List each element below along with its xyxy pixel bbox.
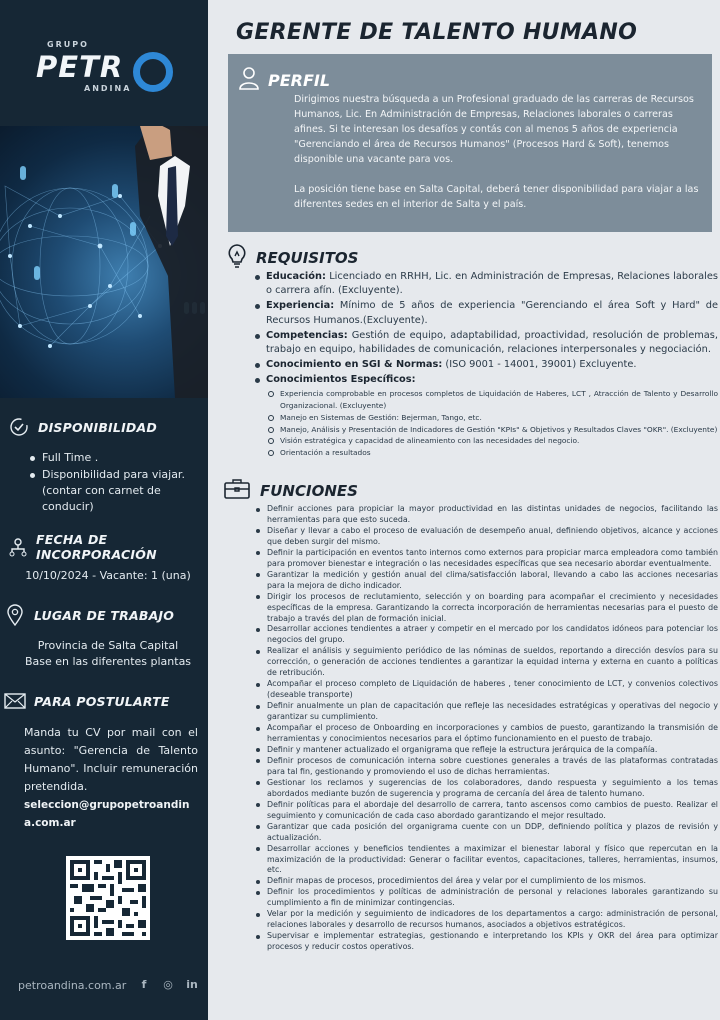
perfil-description xyxy=(294,92,699,227)
list-item: Dirigir los procesos de reclutamiento, selección y on boarding para acompañar el crecimiento y necesidades específicas de la empresa. Garantizando la correcta incorporación de herramientas necesarias para el puesto de trabajo a través del plan de formación inicial. xyxy=(254,592,718,625)
fecha-value: 10/10/2024 - Vacante: 1 (una) xyxy=(25,569,191,582)
funciones-list xyxy=(254,504,718,953)
perfil-title: PERFIL xyxy=(268,70,331,90)
list-item: Definir mapas de procesos, procedimientos del área y velar por el cumplimiento de los mismos. xyxy=(254,876,718,887)
funciones-title: FUNCIONES xyxy=(260,482,358,500)
list-item: Manejo, Análisis y Presentación de Indicadores de Gestión "KPIs" & Objetivos y Resultados Claves "OKR". (Excluyente) xyxy=(266,424,718,436)
list-item: Velar por la medición y seguimiento de indicadores de los departamentos a cargo: administración de personal, relaciones laborales y desarrollo de recursos humanos, asociados a objetivos estratégicos. xyxy=(254,909,718,931)
list-item xyxy=(252,373,718,459)
list-item: Gestionar los reclamos y sugerencias de los colaboradores, dando respuesta y seguimiento a los temas abordados mediante buzón de sugerencia y programa de cercanía del área de talento humano. xyxy=(254,778,718,800)
lugar-heading xyxy=(4,604,174,626)
list-item: Definir procesos de comunicación interna sobre cuestiones generales a través de las plataformas contratadas para tal fin, gestionando y promoviendo el uso de dichas herramientas. xyxy=(254,756,718,778)
fecha-title: FECHA DE INCORPORACIÓN xyxy=(36,532,157,562)
page-title: GERENTE DE TALENTO HUMANO xyxy=(236,20,638,45)
list-item: Definir acciones para propiciar la mayor productividad en las distintas unidades de negocios, facilitando las herramientas para que esto suceda. xyxy=(254,504,718,526)
list-item: Manejo en Sistemas de Gestión: Bejerman, Tango, etc. xyxy=(266,412,718,424)
sidebar xyxy=(0,0,208,1020)
req-text: Gestión de equipo, adaptabilidad, proactividad, resolución de problemas, trabajo en equipo, habilidades de comunicación, relaciones interpersonales y negociación. xyxy=(266,329,718,356)
lightbulb-icon xyxy=(226,243,248,273)
list-item: Definir y mantener actualizado el organigrama que refleje la estructura jerárquica de la compañía. xyxy=(254,745,718,756)
list-item xyxy=(252,358,718,372)
list-item: Disponibilidad para viajar. (contar con carnet de conducir) xyxy=(28,467,200,515)
list-item: Definir los procedimientos y políticas de administración de personal y relaciones laborales garantizando su cumplimiento a fin de minimizar contingencias. xyxy=(254,887,718,909)
req-text: Mínimo de 5 años de experiencia "Gerenciando el área Soft y Hard" de Recursos Humanos.(Excluyente). xyxy=(266,300,718,326)
lugar-line1: Provincia de Salta Capital xyxy=(37,639,179,652)
funciones-heading xyxy=(224,478,358,504)
requisitos-list xyxy=(252,270,718,460)
list-item: Desarrollar acciones y beneficios tendientes a maximizar el bienestar laboral y físico que repercutan en la maximización de la productividad: Generar o facilitar eventos, capacitaciones, talleres, herramientas, insumos, etc. xyxy=(254,844,718,877)
disponibilidad-list xyxy=(28,450,200,516)
list-item: Supervisar e implementar estrategias, gestionando e interpretando los KPIs y OKR del área para optimizar procesos y reducir costos operativos. xyxy=(254,931,718,953)
list-item: Garantizar la medición y gestión anual del clima/satisfacción laboral, llevando a cabo las acciones necesarias para la mejora de dicho indicador. xyxy=(254,570,718,592)
especificos-list xyxy=(266,388,718,459)
qr-code[interactable] xyxy=(66,856,150,940)
email-link[interactable]: seleccion@grupopetroandina.com.ar xyxy=(24,799,190,829)
postular-heading xyxy=(4,690,170,712)
facebook-icon[interactable]: f xyxy=(141,978,147,991)
req-label: Conocimiento en SGI & Normas: xyxy=(266,358,443,370)
list-item: Definir políticas para el abordaje del desarrollo de carrera, tanto ascensos como cambios de puesto. Realizar el seguimiento y comunicación de cada caso abordado garantizando el mejor resultado. xyxy=(254,800,718,822)
perfil-paragraph-2: La posición tiene base en Salta Capital, deberá tener disponibilidad para viajar a las diferentes sedes en el interior de Salta y el país. xyxy=(294,184,699,210)
list-item: Visión estratégica y capacidad de alineamiento con las necesidades del negocio. xyxy=(266,435,718,447)
disponibilidad-heading xyxy=(8,416,157,438)
fecha-heading xyxy=(8,532,208,562)
req-label: Conocimientos Específicos: xyxy=(266,373,416,385)
list-item xyxy=(252,299,718,328)
map-pin-icon xyxy=(4,604,26,626)
linkedin-icon[interactable]: in xyxy=(186,978,198,991)
req-label: Competencias: xyxy=(266,329,348,341)
req-text: (ISO 9001 - 14001, 39001) Excluyente. xyxy=(442,358,637,370)
list-item: Acompañar el proceso completo de Liquidación de haberes , tener conocimiento de LCT, y convenios colectivos (deseable transporte) xyxy=(254,679,718,701)
lugar-title: LUGAR DE TRABAJO xyxy=(34,607,175,623)
req-text: Licenciado en RRHH, Lic. en Administración de Empresas, Relaciones laborales o carrera afín. (Excluyente). xyxy=(266,271,718,297)
instagram-icon[interactable]: ◎ xyxy=(163,978,173,991)
businessman-network-image xyxy=(0,126,208,398)
clock-check-icon xyxy=(8,416,30,438)
logo-grupo-text: GRUPO xyxy=(47,40,89,49)
req-label: Experiencia: xyxy=(266,300,335,312)
perfil-paragraph-1: Dirigimos nuestra búsqueda a un Profesional graduado de las carreras de Recursos Humanos, Lic. En Administración de Empresas, Relaciones laborales o carreras afines. Si te interesan los desafíos y contás con al menos 5 años de experiencia "Gerenciando el área de Recursos Humanos" (Procesos Hard & Soft), tenemos disponible una vacante para vos. xyxy=(294,94,694,165)
req-label: Educación: xyxy=(266,271,326,282)
list-item: Desarrollar acciones tendientes a atraer y competir en el mercado por los candidatos idóneos para potenciar los negocios del grupo. xyxy=(254,624,718,646)
list-item: Realizar el análisis y seguimiento periódico de las nóminas de sueldos, reportando a dirección desvíos para su corrección, o generación de acciones tendientes a garantizar la equidad interna y externa en cuanto a políticas de retribución. xyxy=(254,646,718,679)
petro-andina-logo xyxy=(30,36,190,106)
list-item: Experiencia comprobable en procesos completos de Liquidación de Haberes, LCT , Atracción de Talento y Desarrollo Organizacional. (Excluyente) xyxy=(266,388,718,412)
requisitos-title: REQUISITOS xyxy=(256,249,359,267)
user-icon xyxy=(238,66,260,94)
list-item: Diseñar y llevar a cabo el proceso de evaluación de desempeño anual, definiendo objetivos, alcance y acciones que deben surgir del mismo. xyxy=(254,526,718,548)
requisitos-heading xyxy=(226,243,358,273)
list-item: Orientación a resultados xyxy=(266,447,718,459)
briefcase-icon xyxy=(224,478,250,504)
list-item xyxy=(252,270,718,299)
mail-icon xyxy=(4,690,26,712)
list-item xyxy=(252,329,718,358)
logo-petro-text: PETR xyxy=(36,50,124,84)
list-item: Definir la participación en eventos tanto internos como externos para propiciar marca empleadora como también para promover bienestar e integración o las necesidades específicas que sea necesario abordar eventualmente. xyxy=(254,548,718,570)
list-item: Full Time . xyxy=(28,450,200,466)
postular-text: Manda tu CV por mail con el asunto: "Gerencia de Talento Humano". Incluir remuneración pretendida. xyxy=(24,726,198,793)
perfil-heading xyxy=(238,66,330,94)
postular-title: PARA POSTULARTE xyxy=(34,693,170,709)
disponibilidad-title: DISPONIBILIDAD xyxy=(38,419,157,435)
website-url[interactable]: petroandina.com.ar xyxy=(18,979,127,992)
main-content xyxy=(216,0,720,1020)
logo-andina-text: ANDINA xyxy=(84,84,132,93)
list-item: Definir anualmente un plan de capacitación que refleje las necesidades estratégicas y operativas del negocio y garantizar su cumplimiento. xyxy=(254,701,718,723)
list-item: Acompañar el proceso de Onboarding en incorporaciones y cambios de puesto, garantizando la transmisión de herramientas y conocimientos necesarios para el óptimo funcionamiento en el puesto de trabajo. xyxy=(254,723,718,745)
person-org-icon xyxy=(8,536,28,558)
list-item: Garantizar que cada posición del organigrama cuente con un DDP, definiendo política y plazos de revisión y actualización. xyxy=(254,822,718,844)
lugar-line2: Base en las diferentes plantas xyxy=(24,655,192,668)
logo-ring-icon xyxy=(133,52,173,92)
perfil-section xyxy=(228,54,712,232)
